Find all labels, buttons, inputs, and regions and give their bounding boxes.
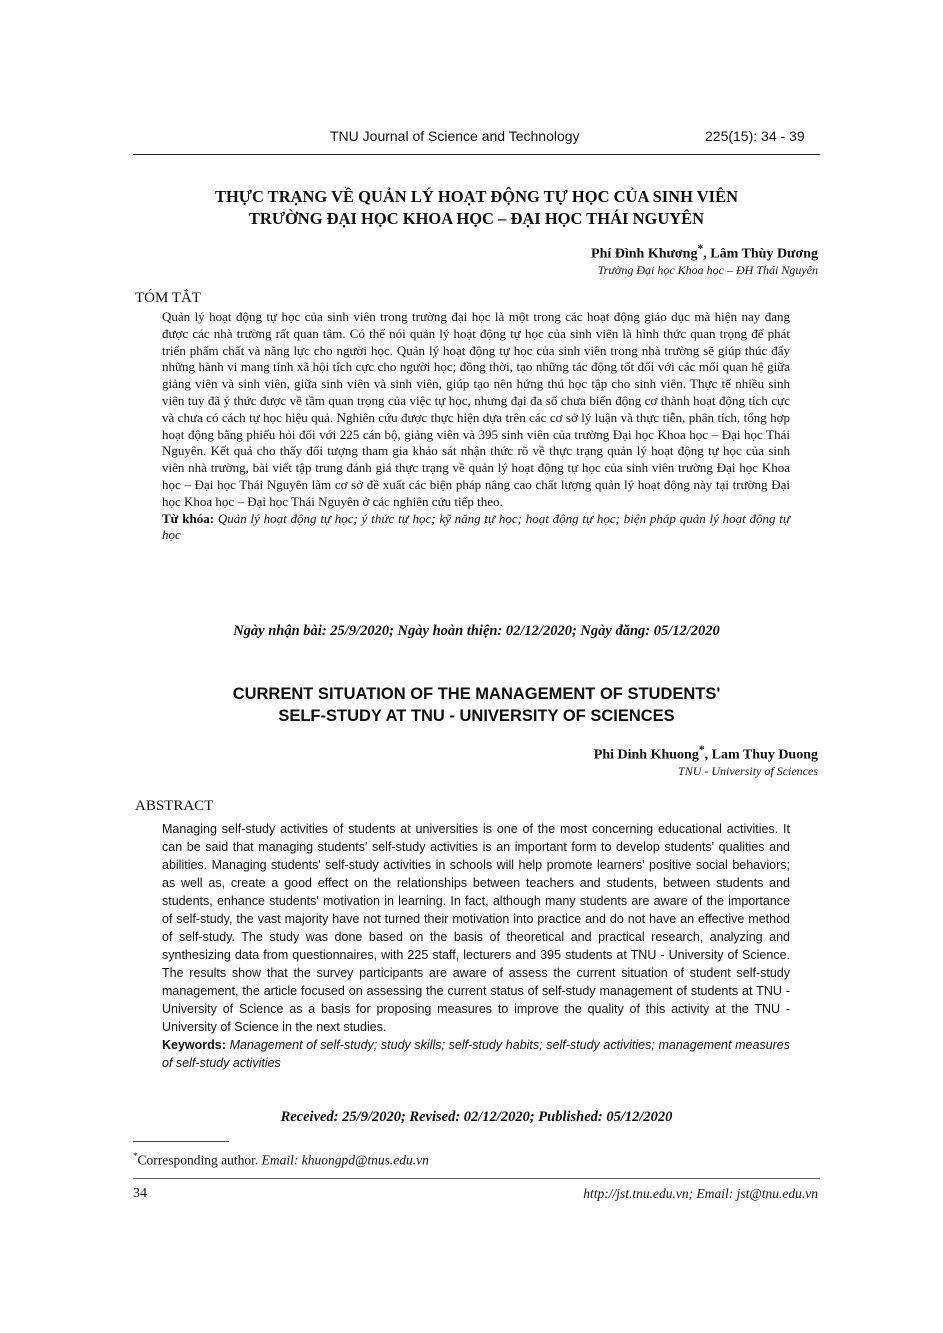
footnote-email-label: Email:: [261, 1152, 299, 1168]
en-keywords: [162, 1036, 790, 1072]
en-keywords-label: Keywords:: [162, 1038, 226, 1052]
en-author-1: Phi Dinh Khuong: [593, 747, 699, 763]
en-title-line-1: CURRENT SITUATION OF THE MANAGEMENT OF STUDENTS': [232, 685, 721, 703]
vn-keywords-text: Quản lý hoạt động tự học; ý thức tự học; kỹ năng tự học; hoạt động tự học; biện pháp quản lý hoạt động tự học: [162, 510, 791, 543]
vn-abstract: [162, 309, 790, 544]
corresponding-email-link[interactable]: khuongpd@tnus.edu.vn: [301, 1152, 429, 1168]
en-title: [133, 683, 820, 727]
vn-title-line-1: THỰC TRẠNG VỀ QUẢN LÝ HOẠT ĐỘNG TỰ HỌC CỦA SINH VIÊN: [214, 187, 739, 206]
footnote-label: Corresponding author.: [137, 1152, 259, 1168]
vn-authors: [591, 242, 818, 263]
corresponding-author-note: [133, 1151, 429, 1169]
en-abstract-body: Managing self-study activities of students at universities is one of the most concerning educational activities. It can be said that managing students' self-study activities is an important form to develop students' qualities and abilities. Managing students' self-study activities in schools will help promote learners' positive social behaviors; as well as, create a good effect on the relationships between teachers and students, between students and students, enhance students' motivation in learning. In fact, although many students are aware of the importance of self-study, the vast majority have not turned their motivation into practice and do not have an effective method of self-study. The study was done based on the basis of theoretical and practical research, analyzing and synthesizing data from questionnaires, with 225 staff, lecturers and 395 students at TNU - University of Science. The results show that the survey participants are aware of assess the current situation of student self-study management, the article focused on assessing the current status of self-study management of students at TNU - University of Science as a basis for proposing measures to improve the quality of this activity at the TNU - University of Science in the next studies.: [162, 822, 790, 1034]
vn-author-2: , Lâm Thùy Dương: [703, 246, 818, 262]
vn-dates: Ngày nhận bài: 25/9/2020; Ngày hoàn thiện: 02/12/2020; Ngày đăng: 05/12/2020: [233, 623, 720, 639]
journal-name: TNU Journal of Science and Technology: [330, 128, 580, 144]
footnote-mark: *: [133, 1151, 138, 1161]
vn-title: [133, 186, 820, 230]
footnote-divider: [133, 1141, 229, 1142]
vn-author-mark: *: [697, 242, 704, 255]
vn-abstract-heading: TÓM TẮT: [135, 290, 201, 306]
vn-abstract-body: Quản lý hoạt động tự học của sinh viên trong trường đại học là một trong các hoạt động giáo dục mà hiện nay đang được các nhà trường rất quan tâm. Có thể nói quản lý hoạt động tự học của sinh viên là hình thức quan trọng để phát triển phẩm chất và năng lực cho người học. Quản lý hoạt động tự học của sinh viên trong nhà trường sẽ giúp thúc đẩy những hành vi mang tính xã hội tích cực cho người học; đồng thời, tạo những tác động tốt đối với các mối quan hệ giữa giảng viên và sinh viên, giữa sinh viên và sinh viên, giúp tạo nên hứng thú học tập cho sinh viên. Thực tế nhiều sinh viên tuy đã ý thức được về tầm quan trọng của việc tự học, nhưng đại đa số chưa biến động cơ thành hoạt động tích cực và chưa có cách tự học hiệu quả. Nghiên cứu được thực hiện dựa trên các cơ sở lý luận và thực tiễn, phân tích, tổng hợp hoạt động bằng phiếu hỏi đối với 225 cán bộ, giảng viên và 395 sinh viên của trường Đại học Khoa học – Đại học Thái Nguyên. Kết quả cho thấy đối tượng tham gia khảo sát nhận thức rõ về thực trạng quản lý hoạt động tự học của sinh viên nhà trường, bài viết tập trung đánh giá thực trạng về quản lý hoạt động tự học của sinh viên trường Đại học Khoa học – Đại học Thái Nguyên làm cơ sở đề xuất các biện pháp nâng cao chất lượng quản lý hoạt động này tại trường Đại học Khoa học – Đại học Thái Nguyên ở các nghiên cứu tiếp theo.: [162, 309, 790, 509]
page-number: 34: [133, 1186, 147, 1201]
journal-links[interactable]: http://jst.tnu.edu.vn; Email: jst@tnu.edu.vn: [583, 1186, 818, 1201]
vn-affiliation: Trường Đại học Khoa học – ĐH Thái Nguyên: [597, 263, 818, 277]
en-authors: [594, 743, 818, 764]
en-dates: Received: 25/9/2020; Revised: 02/12/2020; Published: 05/12/2020: [280, 1109, 673, 1125]
en-abstract: [162, 820, 790, 1072]
en-affiliation: TNU - University of Sciences: [678, 764, 818, 778]
vn-author-1: Phí Đình Khương: [591, 246, 698, 262]
en-keywords-text: Management of self-study; study skills; self-study habits; self-study activities; management measures of self-study activities: [162, 1038, 790, 1070]
vn-keywords: [162, 511, 790, 545]
volume-pages: 225(15): 34 - 39: [705, 128, 805, 144]
en-title-line-2: SELF-STUDY AT TNU - UNIVERSITY OF SCIENCES: [278, 707, 675, 725]
en-abstract-heading: ABSTRACT: [135, 798, 214, 814]
header-divider: [133, 154, 820, 155]
en-author-mark: *: [698, 743, 705, 756]
vn-title-line-2: TRƯỜNG ĐẠI HỌC KHOA HỌC – ĐẠI HỌC THÁI NGUYÊN: [248, 209, 705, 228]
footer-divider: [133, 1178, 820, 1179]
en-author-2: , Lam Thuy Duong: [704, 747, 818, 763]
vn-keywords-label: Từ khóa:: [162, 510, 215, 526]
